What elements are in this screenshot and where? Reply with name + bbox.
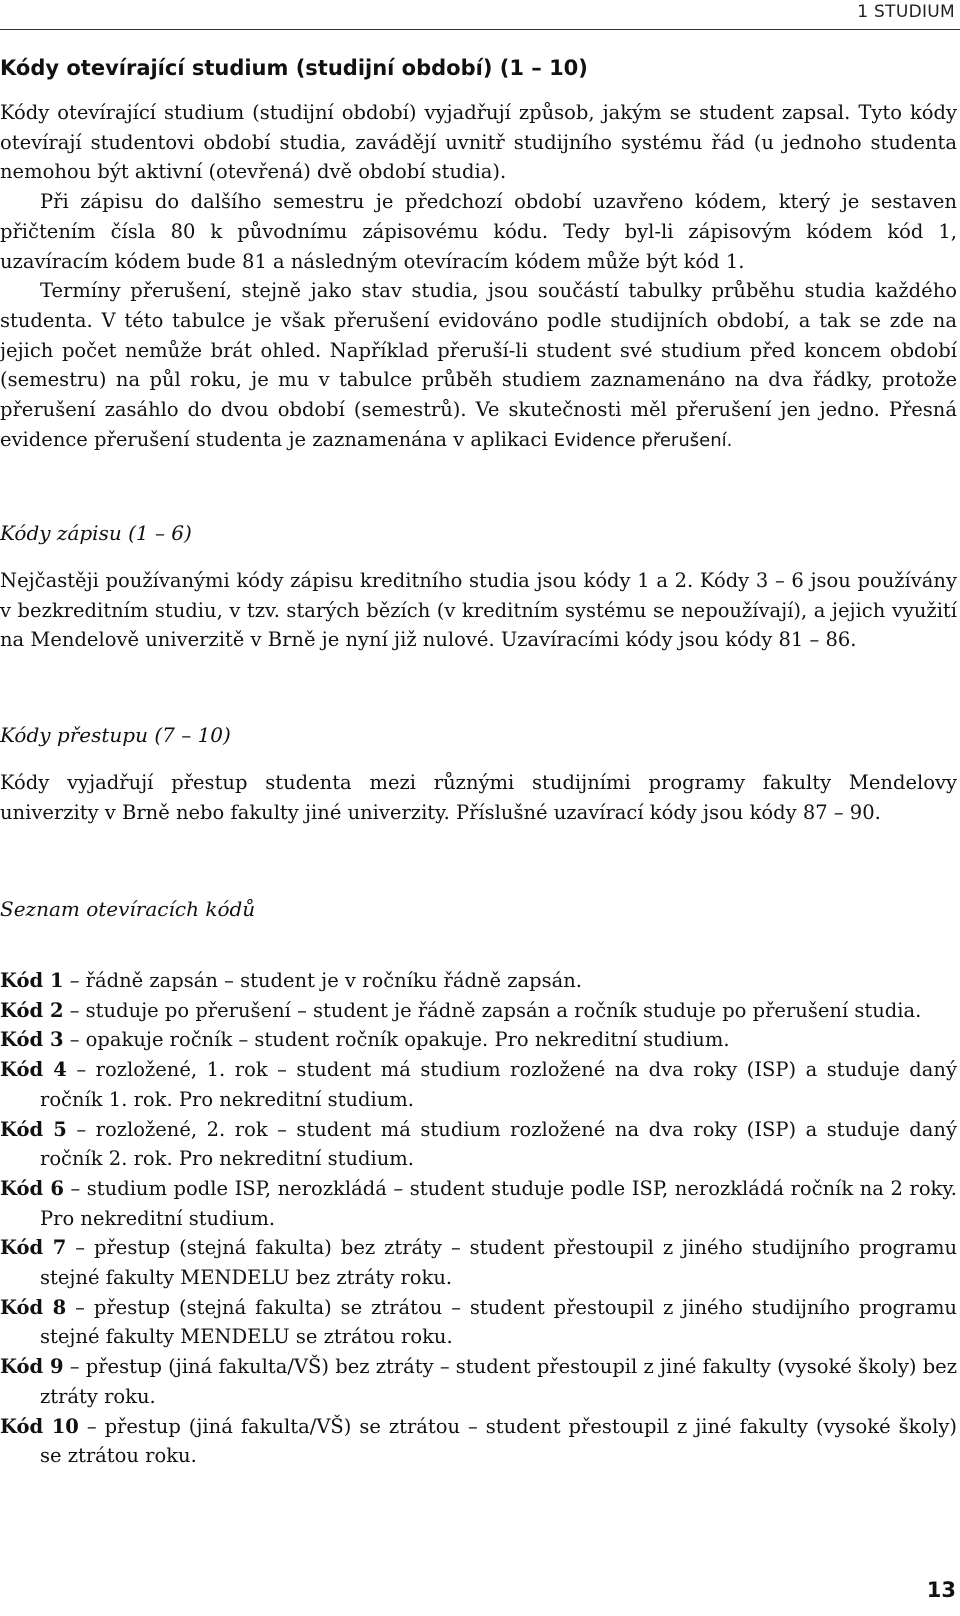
code-label: Kód 1: [0, 969, 64, 992]
code-description: – přestup (jiná fakulta/VŠ) bez ztráty – student přestoupil z jiné fakulty (vysoké školy) bez ztráty roku.: [40, 1355, 957, 1408]
intro-paragraph-3-text: Termíny přerušení, stejně jako stav studia, jsou součástí tabulky průběhu studia každého studenta. V této tabulce je však přerušení evidováno podle studijních období, a tak se zde na jejich počet nemůže brát ohled. Například přeruší-li student své studium před koncem období (semestru) na půl roku, je mu v tabulce průběh studiem zaznamenáno na dva řádky, protože přerušení zasáhlo do dvou období (semestrů). Ve skutečnosti měl přerušení jen jedno. Přesná evidence přerušení studenta je zaznamenána v aplikaci: [0, 279, 957, 451]
list-item: [0, 966, 957, 996]
list-item: [0, 1352, 957, 1411]
intro-text: [0, 98, 957, 455]
list-item: [0, 1293, 957, 1352]
code-description: – řádně zapsán – student je v ročníku řádně zapsán.: [63, 969, 582, 992]
code-label: Kód 6: [0, 1176, 64, 1200]
code-description: – přestup (stejná fakulta) bez ztráty – student přestoupil z jiného studijního programu stejné fakulty MENDELU bez ztráty roku.: [40, 1236, 957, 1290]
code-description: – přestup (stejná fakulta) se ztrátou – student přestoupil z jiného studijního programu stejné fakulty MENDELU se ztrátou roku.: [40, 1295, 957, 1349]
code-description: – rozložené, 1. rok – student má studium rozložené na dva roky (ISP) a studuje daný ročník 1. rok. Pro nekreditní studium.: [40, 1058, 957, 1111]
intro-paragraph-1: Kódy otevírající studium (studijní období) vyjadřují způsob, jakým se student zapsal. Tyto kódy otevírají studentovi období studia, zavádějí uvnitř studijního systému řád (u jednoho studenta nemohou být aktivní (otevřená) dvě období studia).: [0, 101, 957, 184]
opening-codes-heading: Seznam otevíracích kódů: [0, 897, 256, 921]
evidence-app-reference: Evidence přerušení.: [553, 429, 733, 451]
code-label: Kód 3: [0, 1028, 64, 1052]
section-title: Kódy otevírající studium (studijní období) (1 – 10): [0, 56, 588, 80]
code-description: – opakuje ročník – student ročník opakuje. Pro nekreditní studium.: [63, 1028, 730, 1052]
code-label: Kód 10: [0, 1414, 79, 1438]
list-item: [0, 1412, 957, 1471]
code-description: – přestup (jiná fakulta/VŠ) se ztrátou – student přestoupil z jiné fakulty (vysoké školy) se ztrátou roku.: [40, 1414, 958, 1468]
transfer-codes-heading: Kódy přestupu (7 – 10): [0, 723, 231, 747]
code-description: – studium podle ISP, nerozkládá – student studuje podle ISP, nerozkládá ročník na 2 roky. Pro nekreditní studium.: [40, 1176, 957, 1230]
header-rule: [0, 29, 960, 30]
opening-codes-list: [0, 966, 957, 1471]
code-label: Kód 7: [0, 1236, 67, 1260]
code-label: Kód 2: [0, 998, 64, 1022]
list-item: [0, 1174, 957, 1233]
list-item: [0, 1115, 957, 1174]
intro-paragraph-3: [0, 276, 957, 455]
list-item: [0, 1055, 957, 1114]
intro-paragraph-2: Při zápisu do dalšího semestru je předchozí období uzavřeno kódem, který je sestaven přičtením čísla 80 k původnímu zápisovému kódu. Tedy byl-li zápisovým kódem kód 1, uzavíracím kódem bude 81 a následným otevíracím kódem může být kód 1.: [0, 190, 957, 273]
enrollment-codes-paragraph: Nejčastěji používanými kódy zápisu kreditního studia jsou kódy 1 a 2. Kódy 3 – 6 jsou používány v bezkreditním studiu, v tzv. starých bězích (v kreditním systému se nepoužívají), a jejich využití na Mendelově univerzitě v Brně je nyní již nulové. Uzavíracími kódy jsou kódy 81 – 86.: [0, 569, 957, 652]
enrollment-codes-heading: Kódy zápisu (1 – 6): [0, 521, 192, 545]
code-label: Kód 9: [0, 1355, 64, 1379]
page-number: 13: [926, 1578, 956, 1602]
code-label: Kód 8: [0, 1295, 67, 1319]
code-description: – studuje po přerušení – student je řádně zapsán a ročník studuje po přerušení studia.: [63, 998, 922, 1022]
list-item: [0, 996, 957, 1026]
running-header: 1 STUDIUM: [857, 2, 955, 22]
list-item: [0, 1233, 957, 1292]
transfer-codes-paragraph: Kódy vyjadřují přestup studenta mezi různými studijními programy fakulty Mendelovy univerzity v Brně nebo fakulty jiné univerzity. Příslušné uzavírací kódy jsou kódy 87 – 90.: [0, 771, 957, 824]
code-label: Kód 4: [0, 1058, 67, 1082]
list-item: [0, 1025, 957, 1055]
code-label: Kód 5: [0, 1117, 67, 1141]
code-description: – rozložené, 2. rok – student má studium rozložené na dva roky (ISP) a studuje daný ročník 2. rok. Pro nekreditní studium.: [40, 1117, 957, 1171]
